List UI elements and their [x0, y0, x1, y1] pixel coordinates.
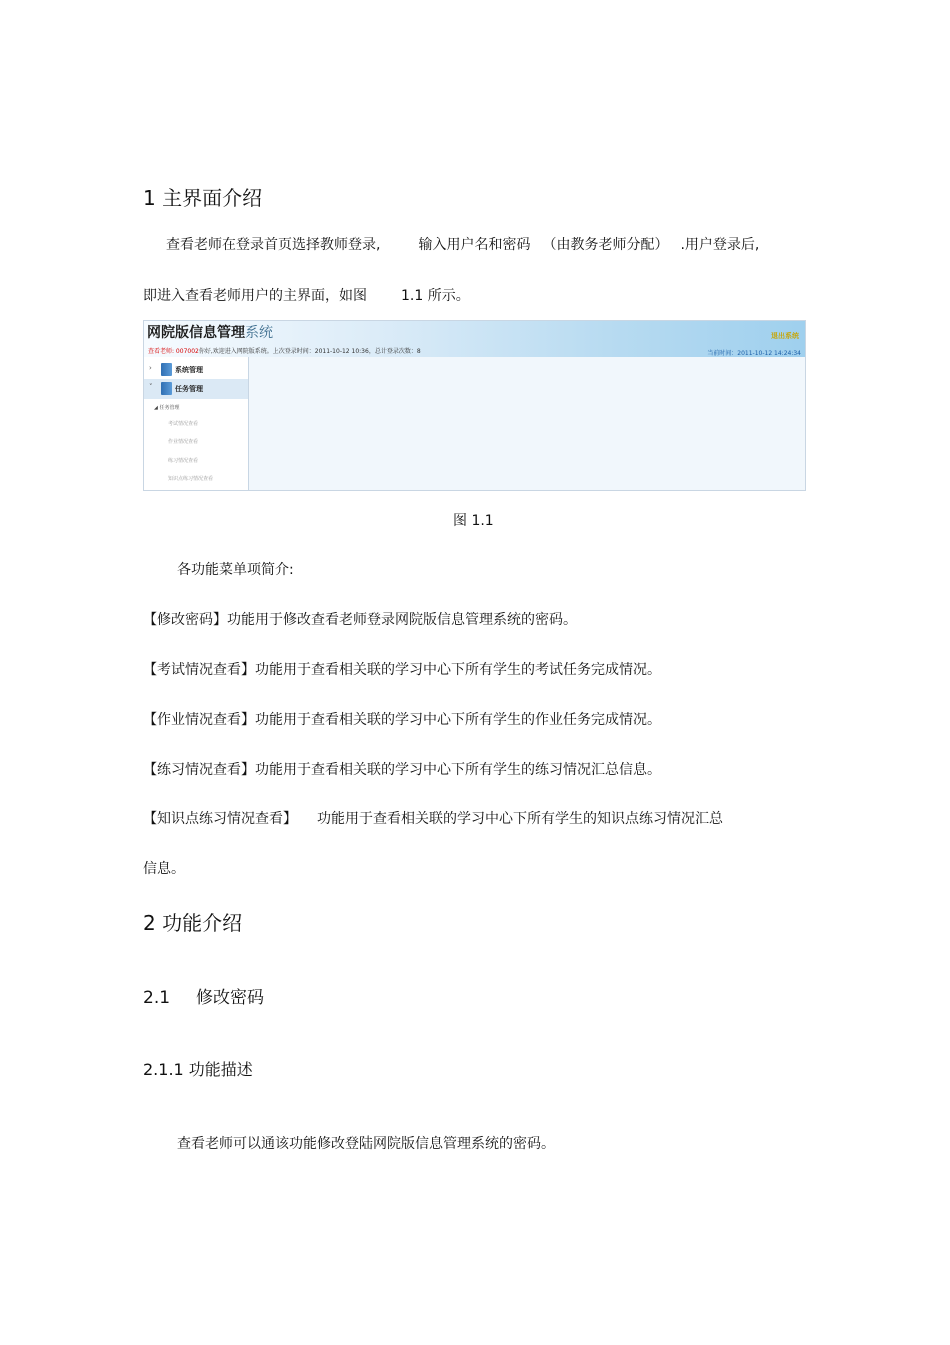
figure-login-info: 查看老师: 007002你好,欢迎进入网院版系统。上次登录时间：2011-10-12 10:36，总计登录次数：8 [148, 348, 421, 355]
subsection-number: 2.1 [143, 988, 171, 1008]
function-description-text: 查看老师可以通该功能修改登陆网院版信息管理系统的密码。 [177, 1136, 555, 1152]
figure-submenu-item: 知识点练习情况查看 [168, 476, 214, 482]
figure-submenu-item: 练习情况查看 [168, 458, 199, 464]
section-heading-functions: 2 功能介绍 [143, 911, 243, 935]
intro-line-1 [166, 234, 759, 254]
book-icon [161, 363, 172, 376]
book-icon [161, 382, 172, 395]
feature-knowledge-label: 【知识点练习情况查看】 [143, 811, 297, 827]
figure-submenu-head: ◢ 任务管理 [154, 405, 180, 411]
section-heading-main-interface: 1 主界面介绍 [143, 186, 263, 210]
intro-text-f: 1.1 所示。 [401, 288, 470, 304]
intro-text-b: 输入用户名和密码 [418, 237, 531, 253]
figure-app-title: 网院版信息管理系统 [147, 325, 273, 341]
chevron-down-icon: ˅ [149, 383, 153, 391]
subsubsection-heading-function-description: 2.1.1 功能描述 [143, 1060, 253, 1079]
subsection-title: 修改密码 [196, 988, 265, 1008]
feature-knowledge-continuation: 信息。 [143, 861, 185, 877]
figure-sidebar [144, 357, 249, 490]
figure-menu-system: › 系统管理 [149, 364, 203, 374]
figure-main-area [249, 357, 805, 490]
figure-logout-badge: 退出系统 [771, 332, 799, 340]
feature-practice-view: 【练习情况查看】功能用于查看相关联的学习中心下所有学生的练习情况汇总信息。 [143, 762, 661, 778]
intro-text-a: 查看老师在登录首页选择教师登录, [166, 237, 381, 253]
figure-header [144, 321, 805, 357]
intro-text-d: .用户登录后, [680, 237, 760, 253]
feature-knowledge-view [143, 808, 723, 828]
figure-menu-task: ˅ 任务管理 [144, 379, 248, 399]
figure-main-interface-screenshot [143, 320, 806, 491]
menu-intro: 各功能菜单项简介: [177, 562, 294, 578]
feature-change-password: 【修改密码】功能用于修改查看老师登录网院版信息管理系统的密码。 [143, 612, 577, 628]
chevron-right-icon: › [149, 364, 152, 372]
intro-text-c: （由教务老师分配） [542, 237, 669, 253]
figure-current-time: 当前时间：2011-10-12 14:24:34 [707, 350, 801, 357]
figure-submenu-item: 作业情况查看 [168, 439, 199, 445]
feature-homework-view: 【作业情况查看】功能用于查看相关联的学习中心下所有学生的作业任务完成情况。 [143, 712, 661, 728]
figure-submenu-item: 考试情况查看 [168, 421, 199, 427]
figure-caption: 图 1.1 [453, 513, 494, 529]
feature-knowledge-text: 功能用于查看相关联的学习中心下所有学生的知识点练习情况汇总 [317, 811, 723, 827]
feature-exam-view: 【考试情况查看】功能用于查看相关联的学习中心下所有学生的考试任务完成情况。 [143, 662, 661, 678]
subsection-heading-change-password [143, 983, 264, 1008]
intro-line-2 [143, 285, 470, 305]
intro-text-e: 即进入查看老师用户的主界面，如图 [143, 288, 367, 304]
